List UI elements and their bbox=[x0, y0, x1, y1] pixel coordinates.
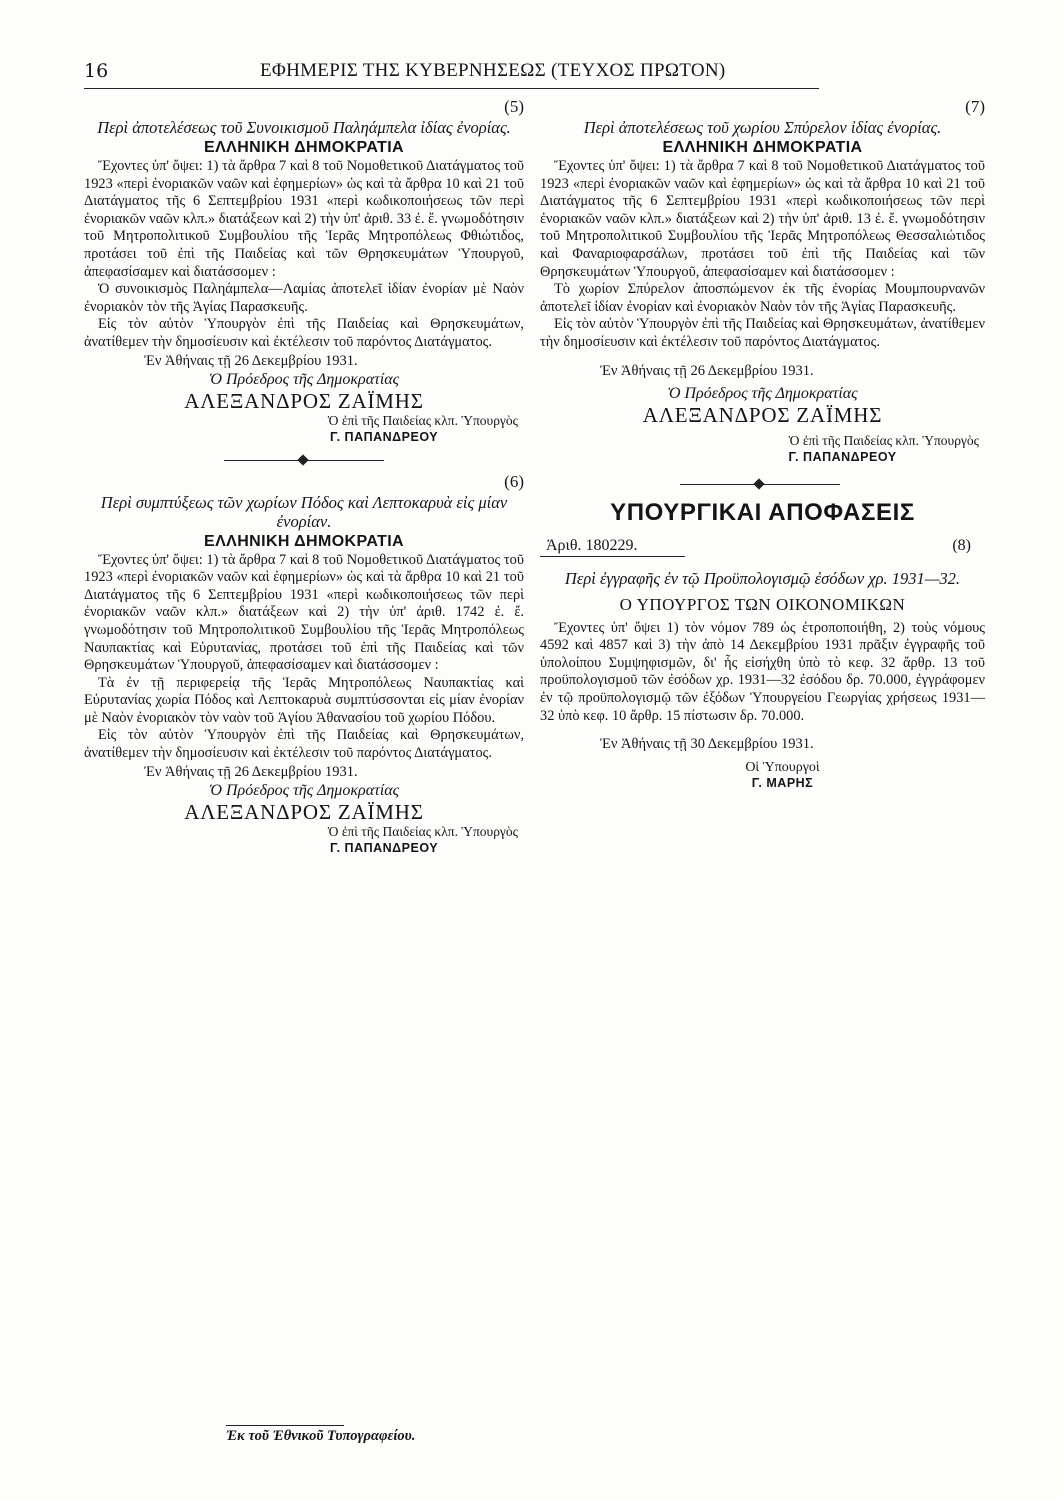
section-heading: ΥΠΟΥΡΓΙΚΑΙ ΑΠΟΦΑΣΕΙΣ bbox=[610, 498, 915, 526]
president-title: Ὁ Πρόεδρος τῆς Δημοκρατίας bbox=[667, 384, 858, 402]
president-name: ΑΛΕΞΑΝΔΡΟΣ ΖΑΪΜΗΣ bbox=[642, 402, 883, 427]
decree-paragraph: Εἰς τὸν αὐτὸν Ὑπουργὸν ἐπὶ τῆς Παιδείας καὶ Θρησκευμάτων, ἀνατίθεμεν τὴν δημοσίευσιν καὶ ἐκτέλεσιν τοῦ παρόντος Διατάγματος. bbox=[84, 727, 524, 762]
page-header bbox=[84, 58, 984, 86]
running-title: ΕΦΗΜΕΡΙΣ ΤΗΣ ΚΥΒΕΡΝΗΣΕΩΣ (ΤΕΥΧΟΣ ΠΡΩΤΟΝ) bbox=[260, 60, 726, 81]
decree-paragraph: Ὁ συνοικισμὸς Παληάμπελα—Λαμίας ἀποτελεῖ ἰδίαν ἐνορίαν μὲ Ναὸν ἐνοριακὸν τὸν τῆς Ἁγίας Παρασκευῆς. bbox=[84, 281, 524, 315]
decision-subject: Περὶ ἐγγραφῆς ἐν τῷ Προϋπολογισμῷ ἐσόδων χρ. 1931—32. bbox=[564, 568, 961, 588]
minister-title: Ὁ ἐπὶ τῆς Παιδείας κλπ. Ὑπουργὸς bbox=[327, 823, 518, 839]
president-title: Ὁ Πρόεδρος τῆς Δημοκρατίας bbox=[208, 781, 400, 799]
section-divider bbox=[540, 475, 985, 495]
minister-title: Ὁ ἐπὶ τῆς Παιδείας κλπ. Ὑπουργὸς bbox=[327, 412, 518, 428]
decree-paragraph: Τὸ χωρίον Σπύρελον ἀποσπώμενον ἐκ τῆς ἐνορίας Μουμπουρνανῶν ἀποτελεῖ ἰδίαν ἐνορίαν καὶ ἐνοριακὸν Ναὸν τὸν τῆς Ἁγίας Παρασκευῆς. bbox=[540, 281, 985, 315]
republic-heading: ΕΛΛΗΝΙΚΗ ΔΗΜΟΚΡΑΤΙΑ bbox=[204, 532, 404, 550]
president-name: ΑΛΕΞΑΝΔΡΟΣ ΖΑΪΜΗΣ bbox=[184, 799, 424, 824]
decree-paragraph: Τὰ ἐν τῇ περιφερείᾳ τῆς Ἱερᾶς Μητροπόλεως Ναυπακτίας καὶ Εὐρυτανίας χωρία Πόδος καὶ Λεπτοκαρυὰ συμπτύσσονται εἰς μίαν ἐνορίαν μὲ Ναὸν ἐνοριακὸν τὸν ναὸν τοῦ Ἁγίου Ἀθανασίου τοῦ χωρίου Πόδου. bbox=[84, 674, 524, 726]
divider-ornament-icon bbox=[297, 454, 308, 465]
decree-date: Ἐν Ἀθήναις τῇ 26 Δεκεμβρίου 1931. bbox=[144, 352, 358, 369]
printer-imprint: Ἐκ τοῦ Ἐθνικοῦ Τυπογραφείου. bbox=[226, 1428, 416, 1444]
decree-subject: Περὶ ἀποτελέσεως τοῦ Συνοικισμοῦ Παληάμπελα ἰδίας ἐνορίας. bbox=[97, 118, 511, 137]
decree-paragraph: Ἔχοντες ὑπ' ὄψει: 1) τὰ ἄρθρα 7 καὶ 8 τοῦ Νομοθετικοῦ Διατάγματος τοῦ 1923 «περὶ ἐνοριακῶν ναῶν καὶ ἐφημερίων» ὡς καὶ τὰ ἄρθρα 10 καὶ 21 τοῦ Διατάγματος τῆς 6 Σεπτεμβρίου 1931 «περὶ κωδικοποιήσεως τῶν περὶ ἐνοριακῶν ναῶν κλπ.» διατάξεων καὶ 2) τὴν ὑπ' ἀριθ. 33 ἐ. ἔ. γνωμοδότησιν τοῦ Μητροπολιτικοῦ Συμβουλίου τῆς Ἱερᾶς Μητροπόλεως Φθιώτιδος, προτάσει τοῦ ἐπὶ τῆς Παιδείας καὶ τῶν Θρησκευμάτων Ὑπουργοῦ, ἀπεφασίσαμεν καὶ διατάσσομεν : bbox=[84, 158, 524, 280]
footer-rule bbox=[226, 1425, 344, 1426]
decree-paragraph: Ἔχοντες ὑπ' ὄψει: 1) τὰ ἄρθρα 7 καὶ 8 τοῦ Νομοθετικοῦ Διατάγματος τοῦ 1923 «περὶ ἐνοριακῶν ναῶν καὶ ἐφημερίων» ὡς καὶ τὰ ἄρθρα 10 καὶ 21 τοῦ Διατάγματος τῆς 6 Σεπτεμβρίου 1931 «περὶ κωδικοποιήσεως τῶν περὶ ἐνοριακῶν ναῶν κλπ.» διατάξεων καὶ 2) τὴν ὑπ' ἀριθ. 1742 ἐ. ἔ. γνωμοδότησιν τοῦ Μητροπολιτικοῦ Συμβουλίου τῆς Ἱερᾶς Μητροπόλεως Ναυπακτίας καὶ Εὐρυτανίας, προτάσει τοῦ ἐπὶ τῆς Παιδείας καὶ τῶν Θρησκευμάτων Ὑπουργοῦ, ἀπεφασίσαμεν καὶ διατάσσομεν : bbox=[84, 551, 524, 674]
decree-number: (7) bbox=[965, 97, 985, 116]
decree-paragraph: Ἔχοντες ὑπ' ὄψει: 1) τὰ ἄρθρα 7 καὶ 8 τοῦ Νομοθετικοῦ Διατάγματος τοῦ 1923 «περὶ ἐνοριακῶν ναῶν καὶ ἐφημερίων» ὡς καὶ τὰ ἄρθρα 10 καὶ 21 τοῦ Διατάγματος τῆς 6 Σεπτεμβρίου 1931 «περὶ κωδικοποιήσεως τῶν περὶ ἐνοριακῶν ναῶν κλπ.» διατάξεων καὶ 2) τὴν ὑπ' ἀριθ. 13 ἐ. ἔ. γνωμοδότησιν τοῦ Μητροπολιτικοῦ Συμβουλίου τῆς Ἱερᾶς Μητροπόλεως Θεσσαλιώτιδος καὶ Φαναριοφαρσάλων, προτάσει τοῦ ἐπὶ τῆς Παιδείας καὶ τῶν Θρησκευμάτων Ὑπουργοῦ, ἀπεφασίσαμεν καὶ διατάσσομεν : bbox=[540, 158, 985, 280]
minister-name: Γ. ΠΑΠΑΝΔΡΕΟΥ bbox=[788, 449, 897, 464]
decision-reference: Ἀριθ. 180229. bbox=[546, 536, 638, 554]
decree-date: Ἐν Ἀθήναις τῇ 26 Δεκεμβρίου 1931. bbox=[144, 763, 358, 780]
decree-7 bbox=[540, 96, 985, 465]
republic-heading: ΕΛΛΗΝΙΚΗ ΔΗΜΟΚΡΑΤΙΑ bbox=[204, 139, 404, 156]
page-number: 16 bbox=[84, 60, 109, 82]
decision-number: (8) bbox=[952, 536, 971, 554]
decision-date: Ἐν Ἀθήναις τῇ 30 Δεκεμβρίου 1931. bbox=[600, 736, 814, 753]
signatories-name: Γ. ΜΑΡΗΣ bbox=[751, 776, 814, 791]
ministry-name: Ο ΥΠΟΥΡΓΟΣ ΤΩΝ ΟΙΚΟΝΟΜΙΚΩΝ bbox=[619, 594, 906, 614]
minister-title: Ὁ ἐπὶ τῆς Παιδείας κλπ. Ὑπουργὸς bbox=[788, 432, 979, 448]
decree-number: (5) bbox=[504, 97, 524, 116]
republic-heading: ΕΛΛΗΝΙΚΗ ΔΗΜΟΚΡΑΤΙΑ bbox=[662, 139, 863, 156]
section-divider bbox=[84, 451, 524, 471]
decree-paragraph: Εἰς τὸν αὐτὸν Ὑπουργὸν ἐπὶ τῆς Παιδείας καὶ Θρησκευμάτων, ἀνατίθεμεν τὴν δημοσίευσιν καὶ ἐκτέλεσιν τοῦ παρόντος Διατάγματος. bbox=[84, 316, 524, 350]
divider-ornament-icon bbox=[753, 478, 764, 489]
signatories-title: Οἱ Ὑπουργοὶ bbox=[745, 760, 820, 776]
decree-date: Ἐν Ἀθήναις τῇ 26 Δεκεμβρίου 1931. bbox=[600, 362, 814, 379]
decision-paragraph: Ἔχοντες ὑπ' ὄψει 1) τὸν νόμον 789 ὡς ἐτροποποιήθη, 2) τοὺς νόμους 4592 καὶ 4857 καὶ 3) τὴν ἀπὸ 14 Δεκεμβρίου 1931 πρᾶξιν ἐγγραφῆς τοῦ ὑπολοίπου Συμψηφισμῶν, δι' ἧς εἰσήχθη ὑπὸ τὸ κεφ. 32 ἄρθρ. 13 τοῦ προϋπολογισμοῦ τῶν ἐσόδων χρ. 1931—32 ἐσόδου δρ. 70.000, ἐγγράφομεν ἐν τῷ προϋπολογισμῷ τῶν ἐξόδων Ὑπουργείου Γεωργίας χρήσεως 1931—32 ὑπὸ κεφ. 10 ἄρθρ. 15 πίστωσιν δρ. 70.000. bbox=[540, 619, 985, 724]
left-column bbox=[84, 96, 524, 856]
decree-6 bbox=[84, 471, 524, 856]
decision-reference-row bbox=[540, 535, 985, 559]
minister-name: Γ. ΠΑΠΑΝΔΡΕΟΥ bbox=[329, 429, 439, 444]
decree-paragraph: Εἰς τὸν αὐτὸν Ὑπουργὸν ἐπὶ τῆς Παιδείας καὶ Θρησκευμάτων, ἀνατίθεμεν τὴν δημοσίευσιν καὶ ἐκτέλεσιν τοῦ παρόντος Διατάγματος. bbox=[540, 316, 985, 350]
president-name: ΑΛΕΞΑΝΔΡΟΣ ΖΑΪΜΗΣ bbox=[184, 388, 424, 413]
right-column bbox=[540, 96, 985, 790]
president-title: Ὁ Πρόεδρος τῆς Δημοκρατίας bbox=[208, 370, 400, 388]
header-rule bbox=[84, 88, 819, 89]
decree-5 bbox=[84, 96, 524, 445]
decree-subject: Περὶ ἀποτελέσεως τοῦ χωρίου Σπύρελον ἰδίας ἐνορίας. bbox=[583, 118, 942, 137]
minister-name: Γ. ΠΑΠΑΝΔΡΕΟΥ bbox=[329, 840, 439, 855]
decree-number: (6) bbox=[504, 471, 524, 491]
ministerial-decisions bbox=[540, 499, 985, 791]
decree-subject: Περὶ συμπτύξεως τῶν χωρίων Πόδος καὶ Λεπτοκαρυὰ εἰς μίαν ἐνορίαν. bbox=[100, 492, 508, 531]
